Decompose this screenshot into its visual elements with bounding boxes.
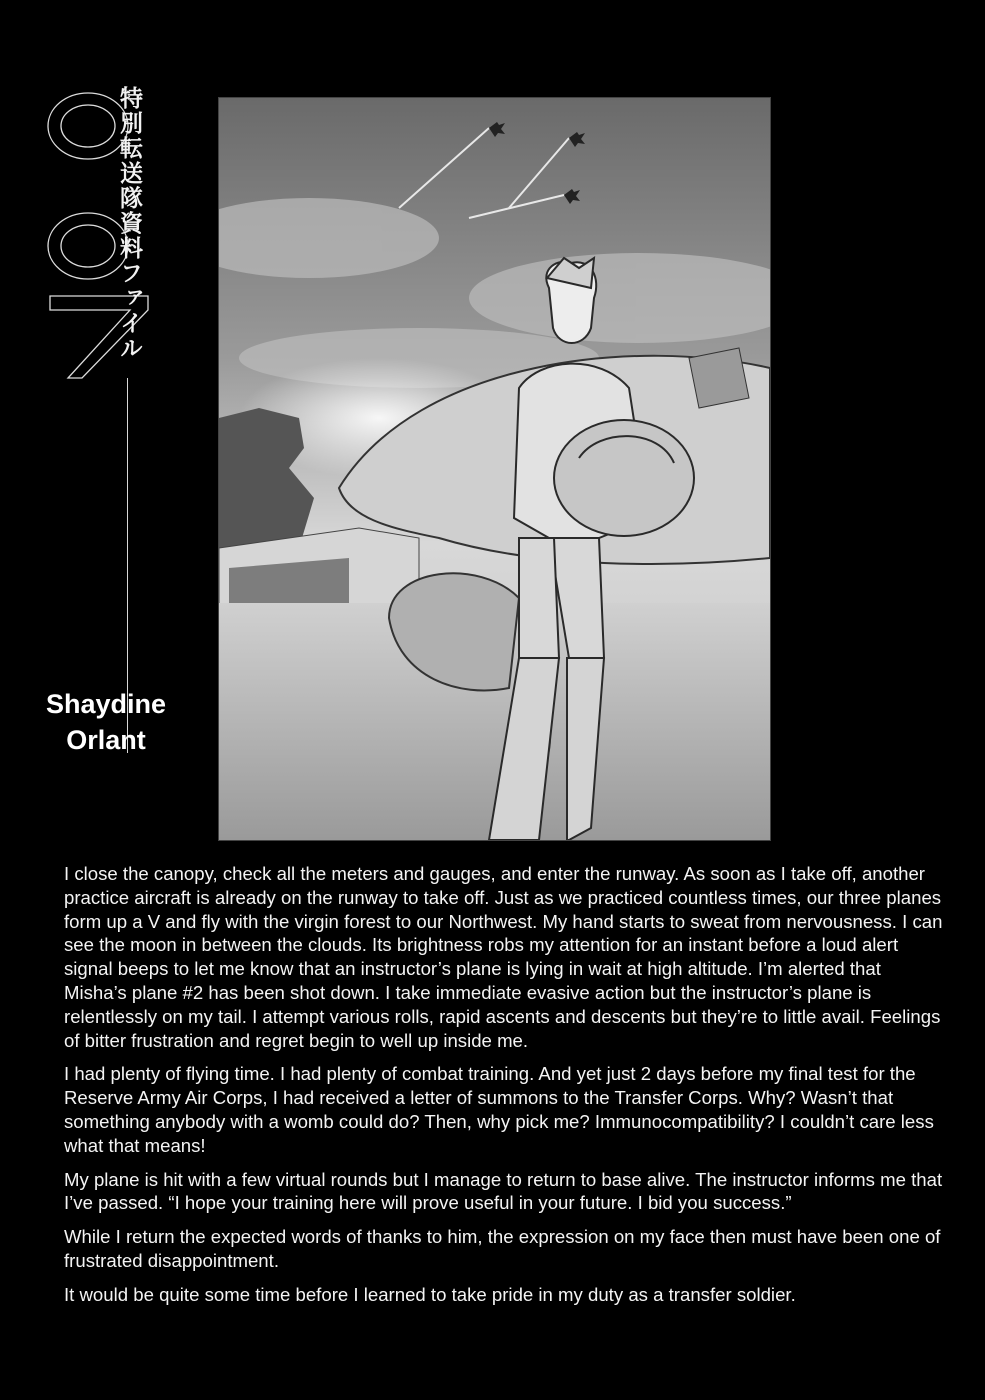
character-first-name: Shaydine <box>45 689 167 719</box>
paragraph: I had plenty of flying time. I had plenty of combat training. And yet just 2 days before my final test for the Reserve Army Air Corps, I had received a letter of summons to the Transfer Corps. Why? Wasn’t that something anybody with a womb could do? Then, why pick me? Immunocompatibility? I couldn’t care less what that means! <box>64 1063 934 1156</box>
character-name <box>26 686 186 758</box>
story-text <box>64 862 944 1317</box>
character-last-name: Orlant <box>66 725 146 755</box>
pilot-with-helmet-illustration <box>219 98 770 840</box>
paragraph: While I return the expected words of thanks to him, the expression on my face then must have been one of frustrated disappointment. <box>64 1226 941 1271</box>
vertical-title: 特別転送隊資料ファイル <box>116 86 143 361</box>
pilot-illustration <box>218 97 771 841</box>
paragraph: I close the canopy, check all the meters and gauges, and enter the runway. As soon as I take off, another practice aircraft is already on the runway to take off. Just as we practiced countless times, our three planes form up a V and fly with the virgin forest to our Northwest. My hand starts to sweat from nervousness. I can see the moon in between the clouds. Its brightness robs my attention for an instant before a loud alert signal beeps to let me know that an instructor’s plane is lying in wait at high altitude. I’m alerted that Misha’s plane #2 has been shot down. I take immediate evasive action but the instructor’s plane is relentlessly on my tail. I attempt various rolls, rapid ascents and descents but they’re to little avail. Feelings of bitter frustration and regret begin to well up inside me. <box>64 863 943 1051</box>
paragraph: My plane is hit with a few virtual rounds but I manage to return to base alive. The instructor informs me that I’ve passed. “I hope your training here will prove useful in your future. I bid you success.” <box>64 1168 943 1214</box>
file-header <box>30 78 160 678</box>
helmet <box>554 420 694 536</box>
paragraph: It would be quite some time before I learned to take pride in my duty as a transfer soldier. <box>64 1283 796 1305</box>
